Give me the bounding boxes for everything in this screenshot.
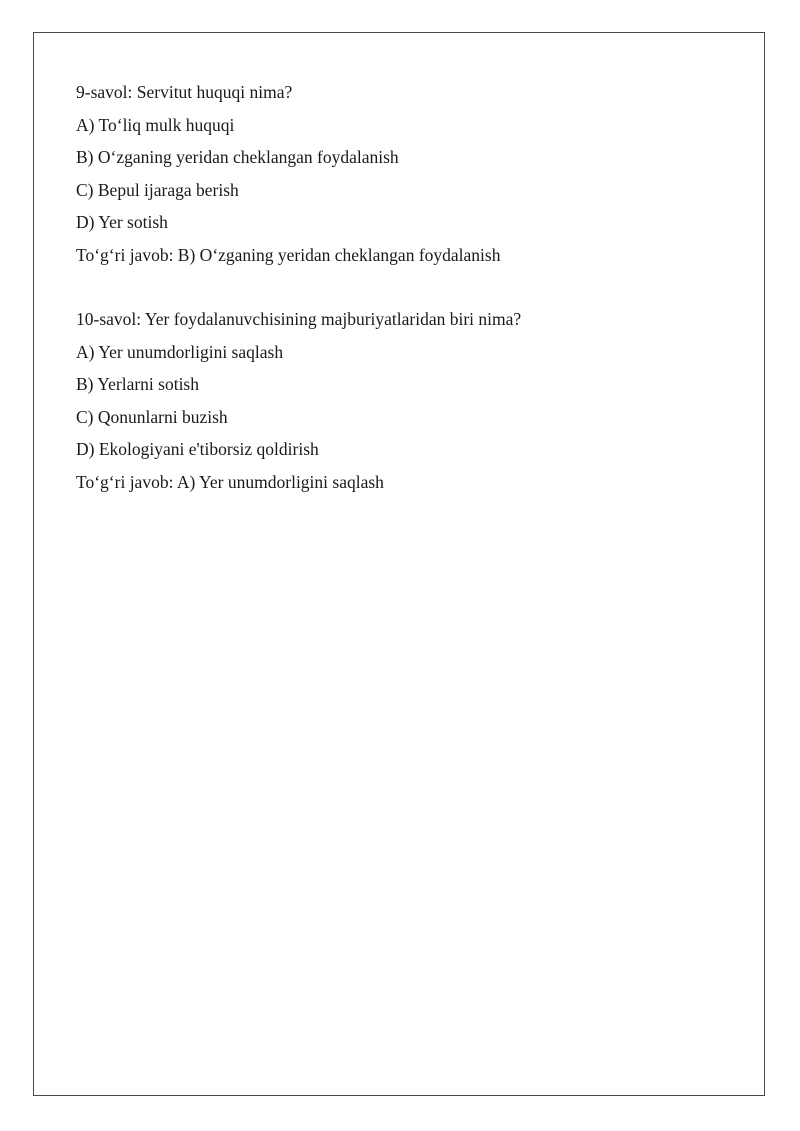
correct-answer: To‘g‘ri javob: B) O‘zganing yeridan cheklangan foydalanish <box>76 244 501 265</box>
option-d: D) Yer sotish <box>76 212 168 232</box>
document-content <box>76 76 736 498</box>
correct-answer: To‘g‘ri javob: A) Yer unumdorligini saqlash <box>76 471 384 492</box>
option-c: C) Bepul ijaraga berish <box>76 179 239 200</box>
option-c: C) Qonunlarni buzish <box>76 406 228 427</box>
option-d: D) Ekologiyani e'tiborsiz qoldirish <box>76 439 319 459</box>
option-b: B) O‘zganing yeridan cheklangan foydalanish <box>76 147 399 167</box>
question-block-10 <box>76 303 736 498</box>
option-a: A) Yer unumdorligini saqlash <box>76 341 284 362</box>
question-block-9 <box>76 76 736 271</box>
question-text: 10-savol: Yer foydalanuvchisining majburiyatlaridan biri nima? <box>76 309 522 329</box>
option-b: B) Yerlarni sotish <box>76 374 199 394</box>
option-a: A) To‘liq mulk huquqi <box>76 114 235 135</box>
question-text: 9-savol: Servitut huquqi nima? <box>76 82 293 102</box>
